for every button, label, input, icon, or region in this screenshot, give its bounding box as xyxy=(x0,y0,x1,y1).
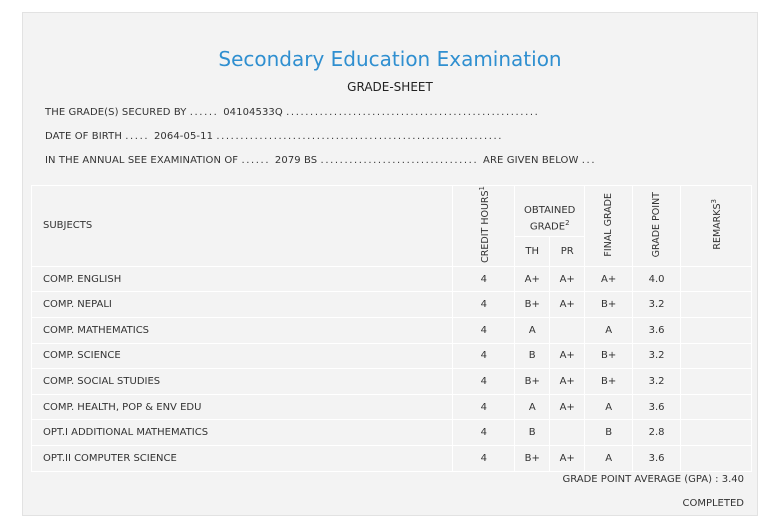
gpa-label: GRADE POINT AVERAGE (GPA) : xyxy=(562,474,719,485)
remarks xyxy=(681,446,752,472)
subject-name: OPT.II COMPUTER SCIENCE xyxy=(32,446,453,472)
theory-grade: B+ xyxy=(515,446,550,472)
grades-table xyxy=(31,185,752,472)
table-row xyxy=(32,369,752,395)
table-row xyxy=(32,266,752,292)
practical-grade: A+ xyxy=(550,394,585,420)
final-grade: B+ xyxy=(585,369,633,395)
practical-grade: A+ xyxy=(550,266,585,292)
final-grade: A+ xyxy=(585,266,633,292)
theory-grade: B+ xyxy=(515,369,550,395)
grade-point: 3.2 xyxy=(633,292,681,318)
credit-hours: 4 xyxy=(453,292,515,318)
credit-hours: 4 xyxy=(453,369,515,395)
practical-grade xyxy=(550,318,585,344)
credit-hours: 4 xyxy=(453,420,515,446)
remarks xyxy=(681,420,752,446)
table-row xyxy=(32,343,752,369)
subject-name: COMP. SOCIAL STUDIES xyxy=(32,369,453,395)
subject-name: COMP. MATHEMATICS xyxy=(32,318,453,344)
gpa-value: 3.40 xyxy=(721,474,744,485)
subject-name: COMP. SCIENCE xyxy=(32,343,453,369)
dob-label: DATE OF BIRTH xyxy=(45,131,122,142)
credit-hours: 4 xyxy=(453,446,515,472)
table-row xyxy=(32,446,752,472)
grade-point: 4.0 xyxy=(633,266,681,292)
final-grade: A xyxy=(585,318,633,344)
remarks xyxy=(681,369,752,395)
grade-point: 2.8 xyxy=(633,420,681,446)
table-row xyxy=(32,292,752,318)
secured-by-label: THE GRADE(S) SECURED BY xyxy=(45,107,187,118)
dob-value: 2064-05-11 xyxy=(153,131,214,142)
grade-point: 3.6 xyxy=(633,318,681,344)
practical-grade: A+ xyxy=(550,292,585,318)
theory-grade: B xyxy=(515,343,550,369)
credit-hours: 4 xyxy=(453,318,515,344)
table-row xyxy=(32,318,752,344)
subjects-header: SUBJECTS xyxy=(32,186,453,267)
remarks xyxy=(681,292,752,318)
practical-grade: A+ xyxy=(550,369,585,395)
credit-hours: 4 xyxy=(453,343,515,369)
remarks xyxy=(681,394,752,420)
grade-point: 3.2 xyxy=(633,343,681,369)
subject-name: COMP. NEPALI xyxy=(32,292,453,318)
remarks xyxy=(681,318,752,344)
credit-hours: 4 xyxy=(453,394,515,420)
exam-year: 2079 BS xyxy=(274,155,318,166)
final-grade-header: FINAL GRADE xyxy=(585,186,633,267)
th-header: TH xyxy=(515,236,550,266)
final-grade: A xyxy=(585,394,633,420)
dob-line: DATE OF BIRTH ..... 2064-05-11 ............................................................ xyxy=(45,131,504,142)
grade-point: 3.6 xyxy=(633,446,681,472)
theory-grade: A+ xyxy=(515,266,550,292)
practical-grade: A+ xyxy=(550,343,585,369)
practical-grade xyxy=(550,420,585,446)
final-grade: B+ xyxy=(585,292,633,318)
practical-grade: A+ xyxy=(550,446,585,472)
subject-name: COMP. ENGLISH xyxy=(32,266,453,292)
grade-sheet xyxy=(22,12,758,516)
theory-grade: A xyxy=(515,318,550,344)
obtained-grade-header: OBTAINED GRADE$^2$ xyxy=(515,186,585,237)
final-grade: A xyxy=(585,446,633,472)
subject-name: OPT.I ADDITIONAL MATHEMATICS xyxy=(32,420,453,446)
table-row xyxy=(32,394,752,420)
grade-point-header: GRADE POINT xyxy=(633,186,681,267)
subject-name: COMP. HEALTH, POP & ENV EDU xyxy=(32,394,453,420)
result-status: COMPLETED xyxy=(682,498,744,509)
grade-sheet-heading: GRADE-SHEET xyxy=(347,80,433,94)
pr-header: PR xyxy=(550,236,585,266)
exam-label: IN THE ANNUAL SEE EXAMINATION OF xyxy=(45,155,239,166)
final-grade: B xyxy=(585,420,633,446)
remarks xyxy=(681,266,752,292)
remarks-header: REMARKS$^3$ xyxy=(681,186,752,267)
final-grade: B+ xyxy=(585,343,633,369)
table-row xyxy=(32,420,752,446)
exam-line: IN THE ANNUAL SEE EXAMINATION OF ...... 2079 BS ................................. ARE GIVEN BELOW ... xyxy=(45,155,597,166)
secured-by-line: THE GRADE(S) SECURED BY ...... 04104533Q ..................................................... xyxy=(45,107,540,118)
theory-grade: B+ xyxy=(515,292,550,318)
credit-hours-header: CREDIT HOURS$^1$ xyxy=(453,186,515,267)
theory-grade: B xyxy=(515,420,550,446)
remarks xyxy=(681,343,752,369)
credit-hours: 4 xyxy=(453,266,515,292)
given-below-text: ARE GIVEN BELOW xyxy=(483,155,579,166)
grade-point: 3.2 xyxy=(633,369,681,395)
gpa-line xyxy=(562,474,744,485)
symbol-number: 04104533Q xyxy=(223,107,283,118)
exam-title: Secondary Education Examination xyxy=(218,47,562,71)
grade-point: 3.6 xyxy=(633,394,681,420)
theory-grade: A xyxy=(515,394,550,420)
